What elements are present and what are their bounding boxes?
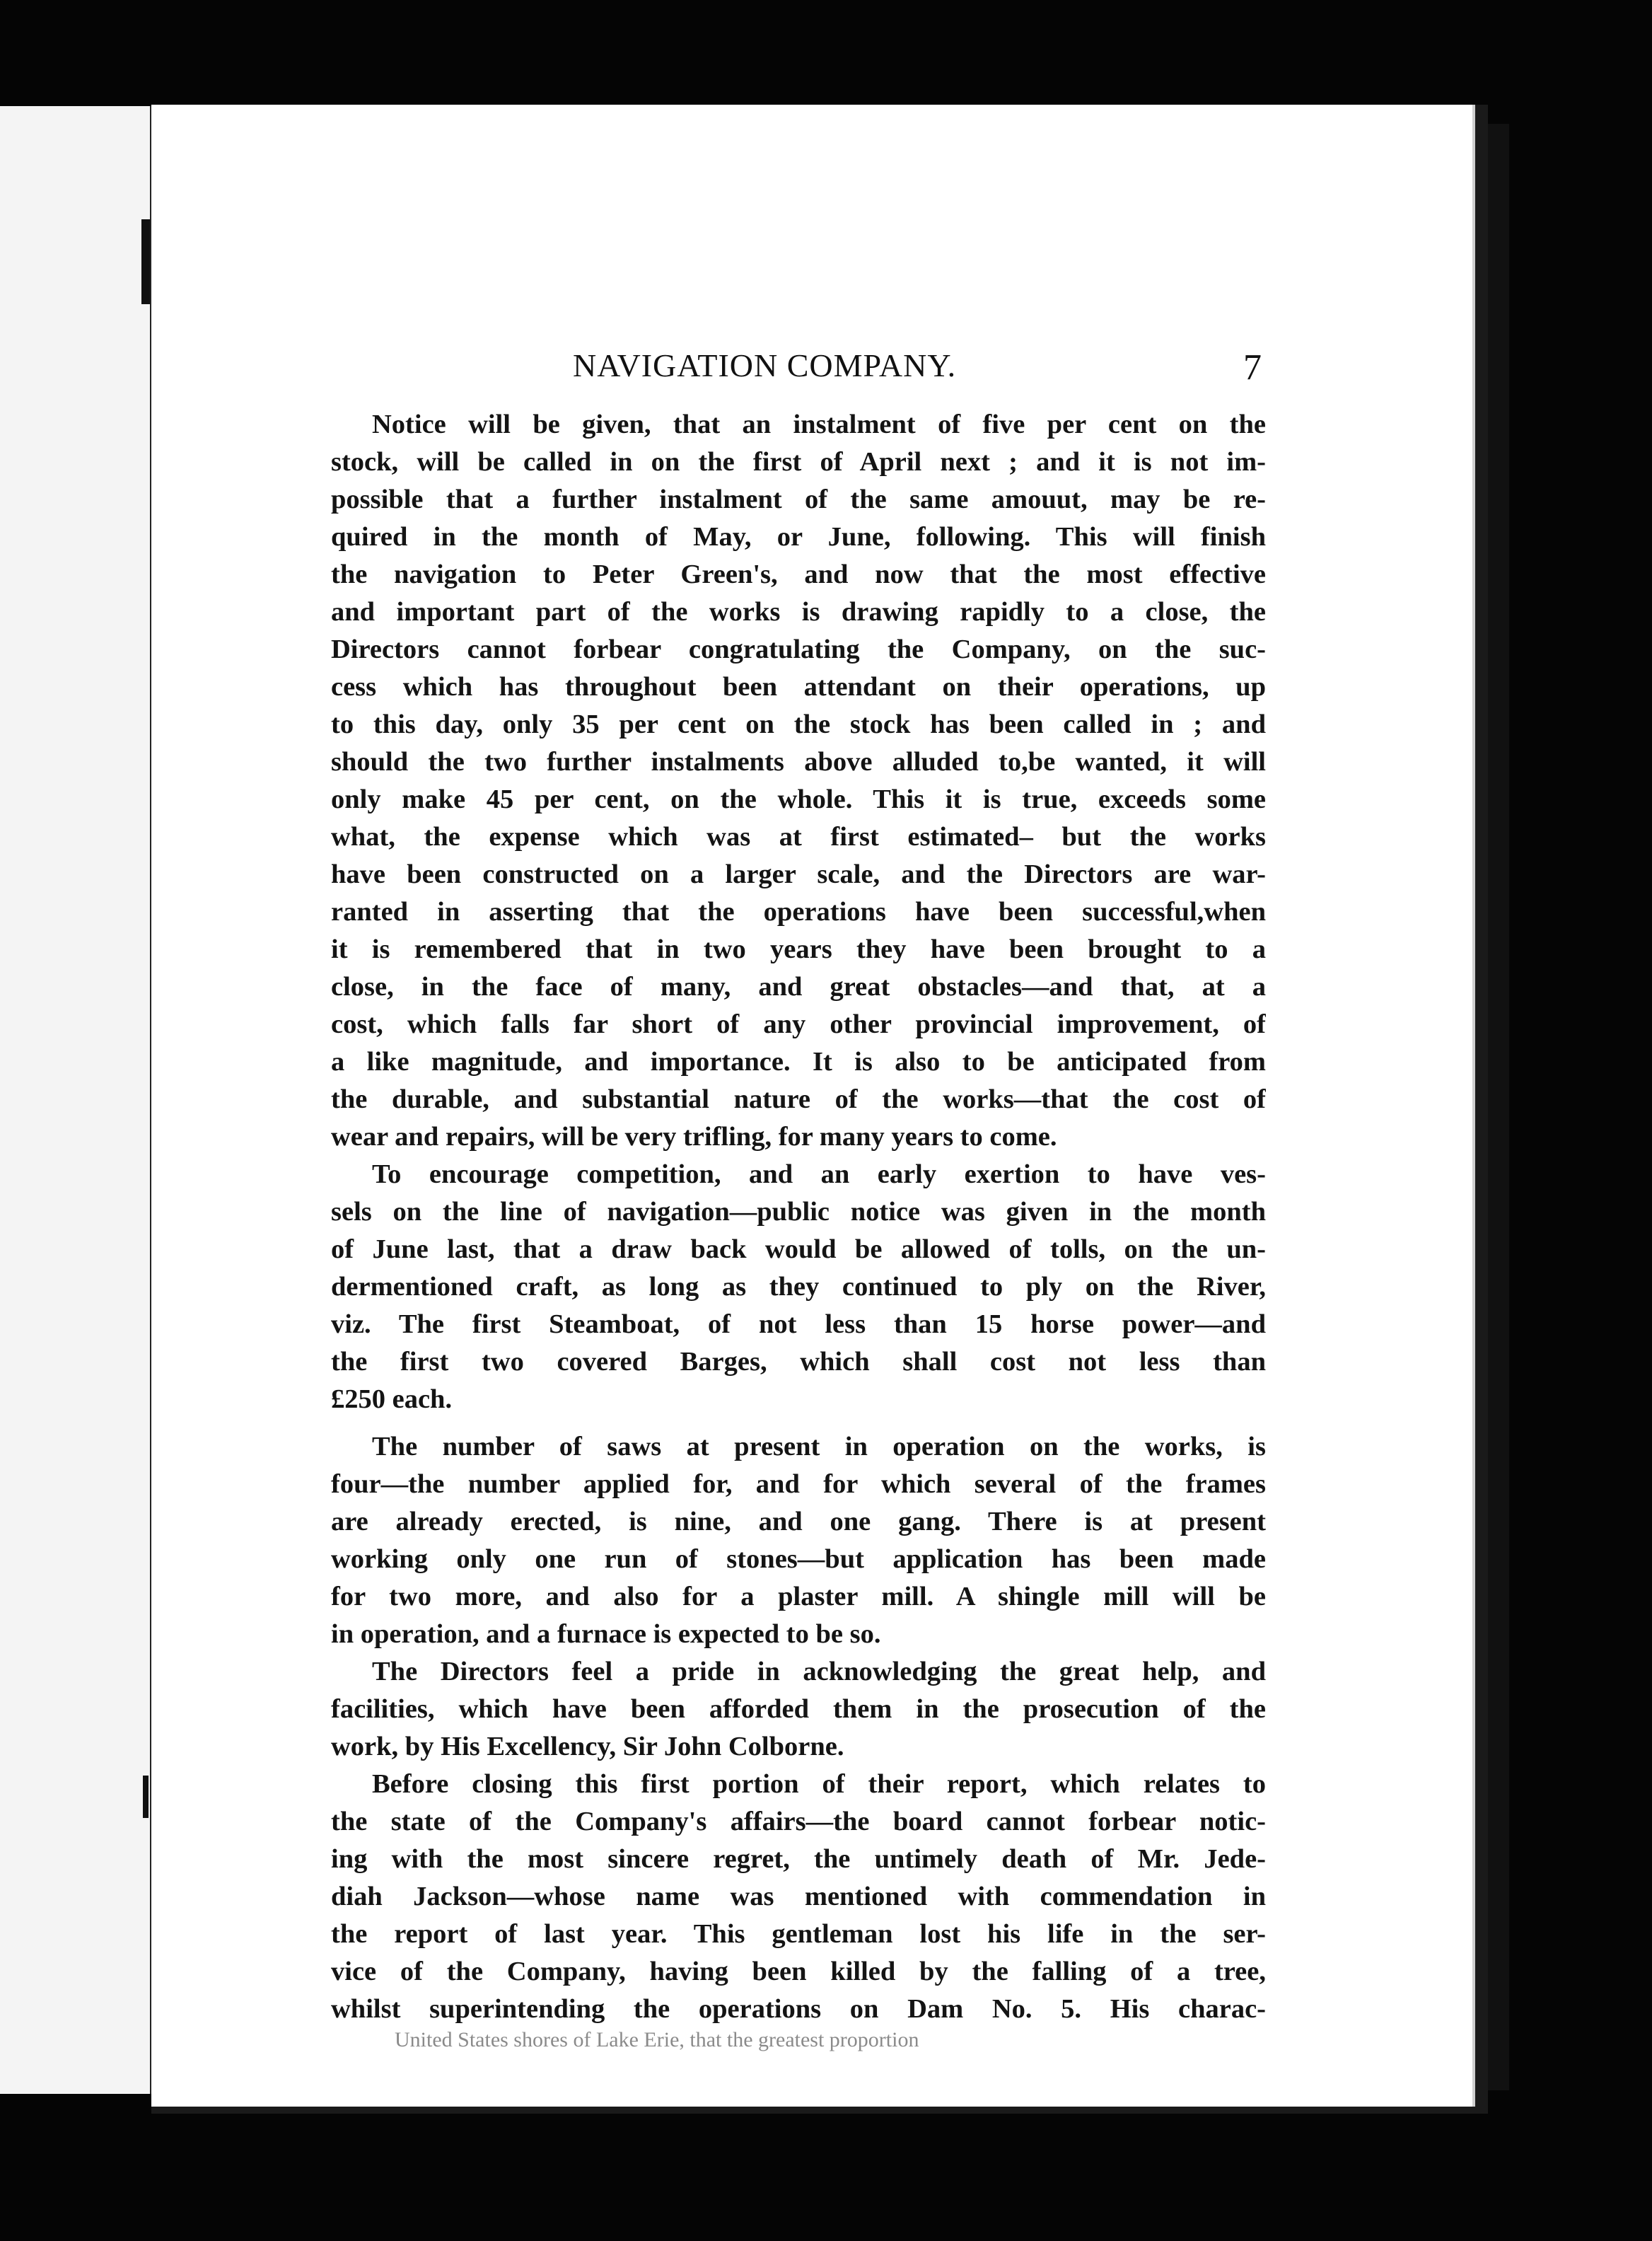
- text-line: The number of saws at present in operation on the works, is: [372, 1432, 1266, 1461]
- text-line: for two more, and also for a plaster mill. A shingle mill will be: [331, 1582, 1266, 1611]
- text-line: only make 45 per cent, on the whole. This it is true, exceeds some: [331, 784, 1266, 814]
- text-line: the navigation to Peter Green's, and now that the most effective: [331, 560, 1266, 589]
- text-line: the first two covered Barges, which shall cost not less than: [331, 1347, 1266, 1377]
- text-line: whilst superintending the operations on Dam No. 5. His charac-: [331, 1994, 1266, 2024]
- text-line: the report of last year. This gentleman lost his life in the ser-: [331, 1919, 1266, 1949]
- text-line: should the two further instalments above alluded to,be wanted, it will: [331, 747, 1266, 777]
- running-header: NAVIGATION COMPANY.: [573, 347, 957, 383]
- text-line: ranted in asserting that the operations have been successful,when: [331, 897, 1266, 927]
- page-edge-shadow: [1488, 124, 1509, 2090]
- text-line: Notice will be given, that an instalment of five per cent on the: [372, 410, 1266, 439]
- text-line: Before closing this first portion of their report, which relates to: [372, 1769, 1266, 1799]
- text-line: quired in the month of May, or June, following. This will finish: [331, 522, 1266, 552]
- spine-mark: [143, 1776, 149, 1818]
- text-line: cess which has throughout been attendant on their operations, up: [331, 672, 1266, 702]
- text-line: of June last, that a draw back would be allowed of tolls, on the un-: [331, 1234, 1266, 1264]
- text-line: working only one run of stones—but application has been made: [331, 1544, 1266, 1574]
- text-line: vice of the Company, having been killed by the falling of a tree,: [331, 1957, 1266, 1986]
- text-line: viz. The first Steamboat, of not less than 15 horse power—and: [331, 1309, 1266, 1339]
- facing-page-edge: [0, 106, 154, 2094]
- text-line: what, the expense which was at first estimated– but the works: [331, 822, 1266, 852]
- text-line: Directors cannot forbear congratulating the Company, on the suc-: [331, 635, 1266, 664]
- text-line: To encourage competition, and an early exertion to have ves-: [372, 1159, 1266, 1189]
- text-line: dermentioned craft, as long as they continued to ply on the River,: [331, 1272, 1266, 1302]
- text-line: have been constructed on a larger scale, and the Directors are war-: [331, 859, 1266, 889]
- text-line: are already erected, is nine, and one gang. There is at present: [331, 1507, 1266, 1536]
- text-line: sels on the line of navigation—public notice was given in the month: [331, 1197, 1266, 1227]
- text-line: a like magnitude, and importance. It is also to be anticipated from: [331, 1047, 1266, 1077]
- text-line: the durable, and substantial nature of the works—that the cost of: [331, 1084, 1266, 1114]
- text-line: it is remembered that in two years they have been brought to a: [331, 934, 1266, 964]
- text-line: four—the number applied for, and for which several of the frames: [331, 1469, 1266, 1499]
- text-line: work, by His Excellency, Sir John Colborne.: [331, 1732, 844, 1761]
- text-line: facilities, which have been afforded them in the prosecution of the: [331, 1694, 1266, 1724]
- text-line: The Directors feel a pride in acknowledging the great help, and: [372, 1657, 1266, 1686]
- body-text: [331, 406, 1266, 2052]
- text-line: in operation, and a furnace is expected to be so.: [331, 1619, 881, 1649]
- text-line: diah Jackson—whose name was mentioned with commendation in: [331, 1882, 1266, 1911]
- text-line: stock, will be called in on the first of April next ; and it is not im-: [331, 447, 1266, 477]
- text-line: possible that a further instalment of the same amouut, may be re-: [331, 485, 1266, 514]
- page-number: 7: [1243, 347, 1262, 388]
- text-line: £250 each.: [331, 1384, 453, 1414]
- text-line: to this day, only 35 per cent on the stock has been called in ; and: [331, 710, 1266, 739]
- bleed-through-line: United States shores of Lake Erie, that the greatest proportion: [395, 2028, 919, 2051]
- text-line: ing with the most sincere regret, the untimely death of Mr. Jede-: [331, 1844, 1266, 1874]
- spine-mark: [141, 219, 150, 304]
- text-line: and important part of the works is drawing rapidly to a close, the: [331, 597, 1266, 627]
- text-line: cost, which falls far short of any other provincial improvement, of: [331, 1009, 1266, 1039]
- text-line: wear and repairs, will be very trifling, for many years to come.: [331, 1122, 1057, 1152]
- text-line: the state of the Company's affairs—the board cannot forbear notic-: [331, 1807, 1266, 1836]
- text-line: close, in the face of many, and great obstacles—and that, at a: [331, 972, 1266, 1002]
